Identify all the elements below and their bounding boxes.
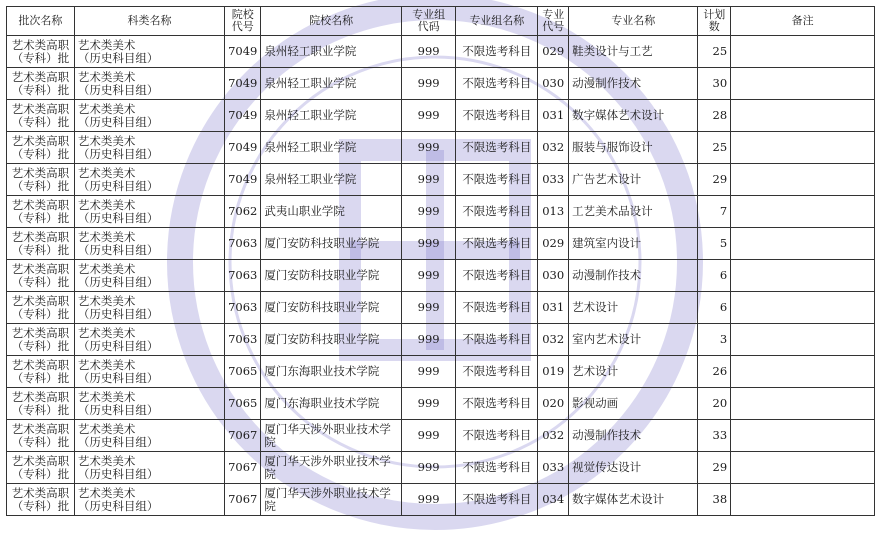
cell-school-code: 7049 [225, 36, 261, 68]
cell-batch [7, 420, 75, 452]
cell-major-code: 029 [538, 36, 569, 68]
cell-batch-line2: （专科）批 [11, 274, 70, 289]
cell-category [74, 228, 224, 260]
cell-category-line2: （历史科目组） [77, 338, 159, 353]
cell-major-name: 艺术设计 [569, 356, 698, 388]
cell-batch-line2: （专科）批 [11, 306, 70, 321]
cell-category-line2: （历史科目组） [77, 114, 159, 129]
table-header-row [7, 7, 875, 36]
col-header-category: 科类名称 [74, 7, 224, 36]
cell-batch-line1: 艺术类高职 [11, 485, 70, 500]
table-row [7, 196, 875, 228]
cell-school-name: 厦门安防科技职业学院 [261, 260, 401, 292]
cell-major-code: 031 [538, 292, 569, 324]
table-row [7, 420, 875, 452]
cell-category-line1: 艺术类美术 [77, 357, 136, 372]
cell-group-code: 999 [401, 100, 456, 132]
cell-plan: 26 [698, 356, 731, 388]
col-header-school-code [225, 7, 261, 36]
cell-plan: 25 [698, 132, 731, 164]
cell-major-name: 广告艺术设计 [569, 164, 698, 196]
cell-category-line1: 艺术类美术 [77, 325, 136, 340]
cell-batch-line2: （专科）批 [11, 498, 70, 513]
cell-plan: 38 [698, 484, 731, 516]
cell-batch-line1: 艺术类高职 [11, 389, 70, 404]
cell-category-line1: 艺术类美术 [77, 133, 136, 148]
cell-remark [731, 36, 875, 68]
cell-school-name: 厦门东海职业技术学院 [261, 388, 401, 420]
cell-category [74, 356, 224, 388]
cell-batch-line2: （专科）批 [11, 242, 70, 257]
cell-school-code: 7063 [225, 324, 261, 356]
cell-major-name: 建筑室内设计 [569, 228, 698, 260]
cell-category [74, 292, 224, 324]
cell-group-code: 999 [401, 292, 456, 324]
col-header-group-code-line2: 代码 [417, 20, 440, 33]
cell-batch-line1: 艺术类高职 [11, 229, 70, 244]
cell-major-code: 031 [538, 100, 569, 132]
cell-batch-line2: （专科）批 [11, 114, 70, 129]
cell-category-line2: （历史科目组） [77, 210, 159, 225]
cell-major-name: 影视动画 [569, 388, 698, 420]
cell-plan: 6 [698, 260, 731, 292]
cell-school-name: 厦门华天涉外职业技术学院 [261, 484, 401, 516]
cell-category-line2: （历史科目组） [77, 178, 159, 193]
cell-category [74, 420, 224, 452]
col-header-plan-line1: 计划 [703, 8, 726, 21]
cell-major-code: 032 [538, 324, 569, 356]
cell-category-line2: （历史科目组） [77, 434, 159, 449]
cell-school-name: 厦门安防科技职业学院 [261, 228, 401, 260]
cell-remark [731, 292, 875, 324]
col-header-plan [698, 7, 731, 36]
cell-plan: 30 [698, 68, 731, 100]
col-header-group-code-line1: 专业组 [412, 8, 446, 21]
table-row [7, 356, 875, 388]
cell-major-code: 020 [538, 388, 569, 420]
cell-group-name: 不限选考科目 [456, 228, 538, 260]
table-row [7, 228, 875, 260]
cell-category-line1: 艺术类美术 [77, 421, 136, 436]
cell-group-name: 不限选考科目 [456, 452, 538, 484]
cell-batch [7, 228, 75, 260]
cell-batch-line1: 艺术类高职 [11, 197, 70, 212]
cell-group-name: 不限选考科目 [456, 100, 538, 132]
cell-category [74, 484, 224, 516]
cell-batch [7, 324, 75, 356]
cell-plan: 6 [698, 292, 731, 324]
cell-batch-line2: （专科）批 [11, 466, 70, 481]
cell-school-name: 泉州轻工职业学院 [261, 132, 401, 164]
cell-category-line2: （历史科目组） [77, 82, 159, 97]
admission-plan-table [6, 6, 875, 516]
col-header-major-code-line2: 代号 [542, 20, 565, 33]
cell-category [74, 260, 224, 292]
cell-school-code: 7049 [225, 100, 261, 132]
table-body [7, 36, 875, 516]
cell-group-name: 不限选考科目 [456, 356, 538, 388]
cell-major-name: 数字媒体艺术设计 [569, 484, 698, 516]
cell-category [74, 100, 224, 132]
table-row [7, 68, 875, 100]
cell-category [74, 164, 224, 196]
cell-school-name: 泉州轻工职业学院 [261, 164, 401, 196]
table-row [7, 388, 875, 420]
cell-batch [7, 452, 75, 484]
cell-plan: 29 [698, 452, 731, 484]
cell-batch-line2: （专科）批 [11, 434, 70, 449]
cell-major-code: 033 [538, 452, 569, 484]
cell-batch-line2: （专科）批 [11, 146, 70, 161]
cell-plan: 29 [698, 164, 731, 196]
cell-school-code: 7049 [225, 132, 261, 164]
table-row [7, 100, 875, 132]
cell-category-line1: 艺术类美术 [77, 229, 136, 244]
cell-group-code: 999 [401, 388, 456, 420]
cell-category-line2: （历史科目组） [77, 274, 159, 289]
cell-batch-line1: 艺术类高职 [11, 133, 70, 148]
cell-remark [731, 228, 875, 260]
cell-batch-line2: （专科）批 [11, 370, 70, 385]
cell-group-name: 不限选考科目 [456, 388, 538, 420]
cell-batch-line2: （专科）批 [11, 178, 70, 193]
cell-category [74, 132, 224, 164]
cell-major-code: 032 [538, 420, 569, 452]
cell-batch-line1: 艺术类高职 [11, 453, 70, 468]
cell-group-code: 999 [401, 164, 456, 196]
cell-major-code: 030 [538, 68, 569, 100]
cell-batch-line1: 艺术类高职 [11, 69, 70, 84]
col-header-major-code-line1: 专业 [542, 8, 565, 21]
cell-major-name: 动漫制作技术 [569, 68, 698, 100]
cell-major-name: 动漫制作技术 [569, 420, 698, 452]
cell-batch-line1: 艺术类高职 [11, 293, 70, 308]
cell-batch-line1: 艺术类高职 [11, 421, 70, 436]
col-header-school-code-line2: 代号 [231, 20, 254, 33]
cell-group-name: 不限选考科目 [456, 164, 538, 196]
cell-school-name: 厦门东海职业技术学院 [261, 356, 401, 388]
cell-category-line1: 艺术类美术 [77, 37, 136, 52]
cell-category-line1: 艺术类美术 [77, 261, 136, 276]
cell-major-name: 鞋类设计与工艺 [569, 36, 698, 68]
cell-category-line1: 艺术类美术 [77, 453, 136, 468]
cell-category-line2: （历史科目组） [77, 498, 159, 513]
cell-batch-line1: 艺术类高职 [11, 101, 70, 116]
cell-major-code: 033 [538, 164, 569, 196]
cell-plan: 7 [698, 196, 731, 228]
cell-group-name: 不限选考科目 [456, 324, 538, 356]
cell-school-code: 7067 [225, 484, 261, 516]
cell-school-name: 泉州轻工职业学院 [261, 68, 401, 100]
cell-remark [731, 420, 875, 452]
table-row [7, 452, 875, 484]
cell-remark [731, 132, 875, 164]
cell-batch [7, 132, 75, 164]
cell-school-code: 7067 [225, 420, 261, 452]
cell-batch [7, 164, 75, 196]
cell-major-code: 034 [538, 484, 569, 516]
cell-batch-line1: 艺术类高职 [11, 325, 70, 340]
cell-batch [7, 68, 75, 100]
cell-group-code: 999 [401, 260, 456, 292]
cell-group-code: 999 [401, 68, 456, 100]
cell-major-name: 数字媒体艺术设计 [569, 100, 698, 132]
cell-school-name: 泉州轻工职业学院 [261, 100, 401, 132]
col-header-batch: 批次名称 [7, 7, 75, 36]
cell-group-code: 999 [401, 36, 456, 68]
cell-major-code: 029 [538, 228, 569, 260]
cell-group-code: 999 [401, 324, 456, 356]
cell-remark [731, 164, 875, 196]
cell-school-name: 厦门安防科技职业学院 [261, 292, 401, 324]
cell-school-code: 7063 [225, 292, 261, 324]
cell-group-name: 不限选考科目 [456, 260, 538, 292]
cell-category-line1: 艺术类美术 [77, 69, 136, 84]
cell-major-code: 030 [538, 260, 569, 292]
cell-remark [731, 452, 875, 484]
cell-remark [731, 260, 875, 292]
cell-major-name: 工艺美术品设计 [569, 196, 698, 228]
cell-batch [7, 484, 75, 516]
cell-batch-line1: 艺术类高职 [11, 357, 70, 372]
cell-remark [731, 68, 875, 100]
cell-school-name: 厦门安防科技职业学院 [261, 324, 401, 356]
col-header-group-name: 专业组名称 [456, 7, 538, 36]
col-header-major-name: 专业名称 [569, 7, 698, 36]
cell-group-code: 999 [401, 356, 456, 388]
cell-group-name: 不限选考科目 [456, 484, 538, 516]
cell-school-name: 厦门华天涉外职业技术学院 [261, 452, 401, 484]
col-header-remark: 备注 [731, 7, 875, 36]
cell-batch-line2: （专科）批 [11, 50, 70, 65]
cell-category [74, 36, 224, 68]
cell-major-name: 服装与服饰设计 [569, 132, 698, 164]
cell-remark [731, 356, 875, 388]
cell-major-name: 视觉传达设计 [569, 452, 698, 484]
cell-category-line2: （历史科目组） [77, 402, 159, 417]
col-header-school-name: 院校名称 [261, 7, 401, 36]
cell-batch-line1: 艺术类高职 [11, 37, 70, 52]
cell-school-code: 7063 [225, 260, 261, 292]
cell-group-name: 不限选考科目 [456, 420, 538, 452]
cell-category [74, 324, 224, 356]
cell-plan: 25 [698, 36, 731, 68]
cell-category-line2: （历史科目组） [77, 242, 159, 257]
cell-batch-line1: 艺术类高职 [11, 261, 70, 276]
cell-major-name: 动漫制作技术 [569, 260, 698, 292]
cell-remark [731, 100, 875, 132]
cell-plan: 5 [698, 228, 731, 260]
cell-major-code: 013 [538, 196, 569, 228]
cell-batch-line2: （专科）批 [11, 338, 70, 353]
col-header-major-code [538, 7, 569, 36]
cell-group-name: 不限选考科目 [456, 36, 538, 68]
cell-batch [7, 100, 75, 132]
cell-group-name: 不限选考科目 [456, 132, 538, 164]
table-row [7, 164, 875, 196]
cell-category-line1: 艺术类美术 [77, 165, 136, 180]
cell-major-name: 室内艺术设计 [569, 324, 698, 356]
cell-category [74, 196, 224, 228]
cell-group-code: 999 [401, 420, 456, 452]
cell-school-code: 7065 [225, 388, 261, 420]
cell-category [74, 452, 224, 484]
table-row [7, 260, 875, 292]
col-header-group-code [401, 7, 456, 36]
col-header-plan-line2: 数 [708, 20, 720, 33]
table-row [7, 132, 875, 164]
cell-category-line2: （历史科目组） [77, 306, 159, 321]
cell-batch [7, 260, 75, 292]
cell-group-name: 不限选考科目 [456, 292, 538, 324]
cell-batch [7, 292, 75, 324]
cell-category-line1: 艺术类美术 [77, 101, 136, 116]
cell-school-code: 7067 [225, 452, 261, 484]
cell-remark [731, 196, 875, 228]
table-row [7, 36, 875, 68]
cell-category [74, 68, 224, 100]
cell-batch-line1: 艺术类高职 [11, 165, 70, 180]
cell-school-name: 武夷山职业学院 [261, 196, 401, 228]
cell-major-code: 019 [538, 356, 569, 388]
cell-batch [7, 36, 75, 68]
cell-remark [731, 324, 875, 356]
cell-school-code: 7065 [225, 356, 261, 388]
cell-category-line2: （历史科目组） [77, 466, 159, 481]
cell-school-code: 7062 [225, 196, 261, 228]
cell-category-line2: （历史科目组） [77, 370, 159, 385]
cell-category-line2: （历史科目组） [77, 50, 159, 65]
cell-school-code: 7063 [225, 228, 261, 260]
cell-remark [731, 484, 875, 516]
table-row [7, 292, 875, 324]
cell-category-line1: 艺术类美术 [77, 293, 136, 308]
table-row [7, 484, 875, 516]
cell-category [74, 388, 224, 420]
cell-plan: 3 [698, 324, 731, 356]
cell-batch-line2: （专科）批 [11, 210, 70, 225]
cell-plan: 33 [698, 420, 731, 452]
cell-plan: 20 [698, 388, 731, 420]
cell-batch [7, 388, 75, 420]
cell-batch-line2: （专科）批 [11, 402, 70, 417]
cell-school-code: 7049 [225, 68, 261, 100]
cell-school-name: 厦门华天涉外职业技术学院 [261, 420, 401, 452]
cell-batch-line2: （专科）批 [11, 82, 70, 97]
cell-category-line1: 艺术类美术 [77, 197, 136, 212]
cell-major-code: 032 [538, 132, 569, 164]
cell-group-code: 999 [401, 228, 456, 260]
cell-batch [7, 196, 75, 228]
cell-category-line1: 艺术类美术 [77, 389, 136, 404]
cell-school-code: 7049 [225, 164, 261, 196]
cell-school-name: 泉州轻工职业学院 [261, 36, 401, 68]
cell-remark [731, 388, 875, 420]
cell-group-code: 999 [401, 132, 456, 164]
table-row [7, 324, 875, 356]
cell-plan: 28 [698, 100, 731, 132]
cell-group-name: 不限选考科目 [456, 196, 538, 228]
cell-group-code: 999 [401, 196, 456, 228]
cell-batch [7, 356, 75, 388]
cell-category-line1: 艺术类美术 [77, 485, 136, 500]
cell-major-name: 艺术设计 [569, 292, 698, 324]
cell-category-line2: （历史科目组） [77, 146, 159, 161]
cell-group-code: 999 [401, 484, 456, 516]
col-header-school-code-line1: 院校 [231, 8, 254, 21]
cell-group-code: 999 [401, 452, 456, 484]
cell-group-name: 不限选考科目 [456, 68, 538, 100]
